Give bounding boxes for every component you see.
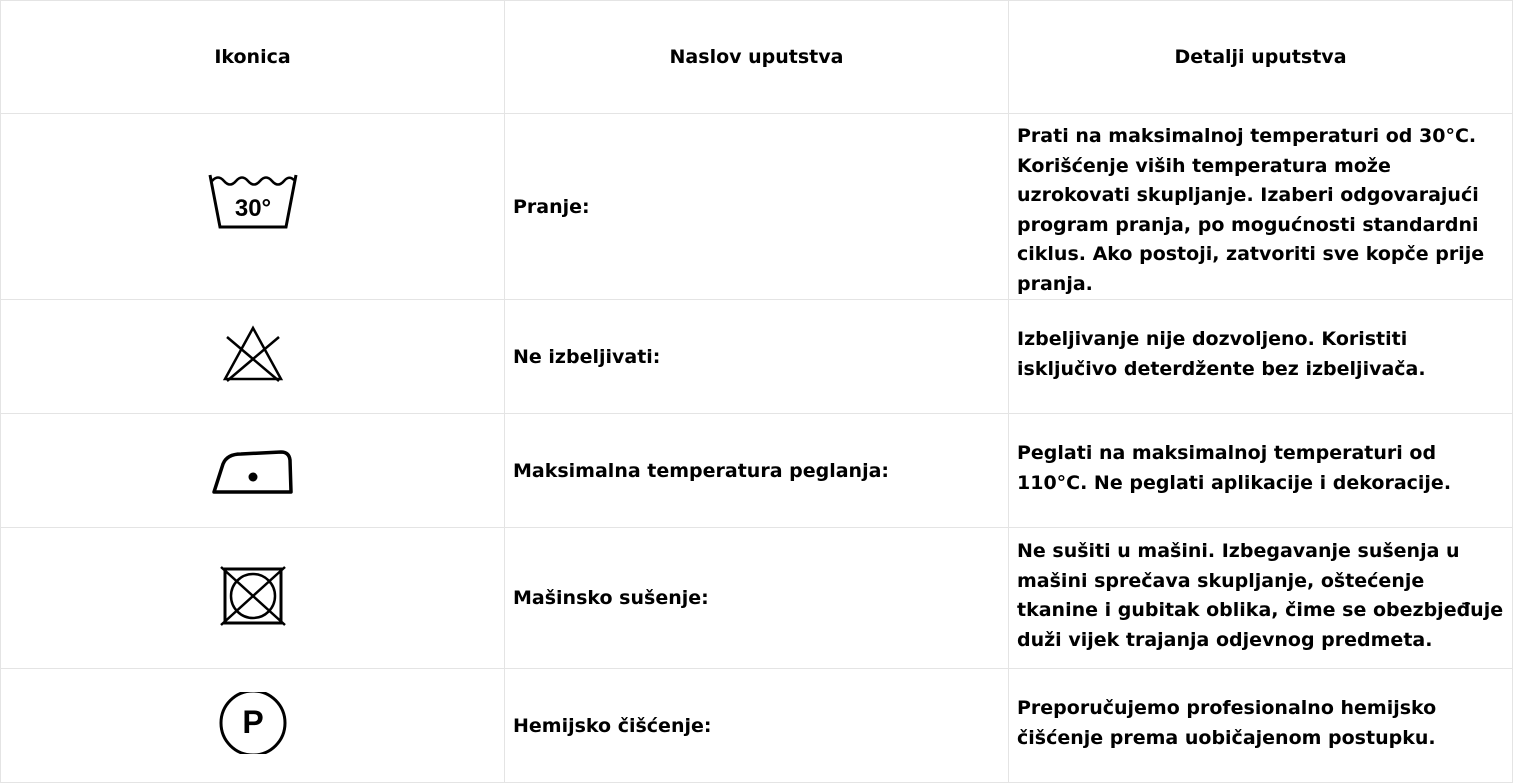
header-detail: Detalji uputstva <box>1009 1 1513 114</box>
instruction-title: Mašinsko sušenje: <box>505 528 1009 669</box>
wash-temperature-label: 30° <box>234 195 271 222</box>
header-title: Naslov uputstva <box>505 1 1009 114</box>
table-row <box>1 114 1513 300</box>
icon-cell <box>1 300 505 414</box>
no-bleach-icon <box>221 325 285 383</box>
table-header-row <box>1 1 1513 114</box>
dry-clean-p-icon <box>218 692 288 754</box>
instruction-title: Hemijsko čišćenje: <box>505 669 1009 783</box>
icon-cell <box>1 114 505 300</box>
icon-cell <box>1 669 505 783</box>
table-row <box>1 300 1513 414</box>
table-row <box>1 414 1513 528</box>
icon-cell <box>1 528 505 669</box>
dry-clean-letter: P <box>241 704 264 740</box>
table-row <box>1 669 1513 783</box>
no-tumble-dry-icon <box>217 565 289 627</box>
instruction-detail: Ne sušiti u mašini. Izbegavanje sušenja u mašini sprečava skupljanje, oštećenje tkanine i gubitak oblika, čime se obezbjeđuje duži vijek trajanja odjevnog predmeta. <box>1009 528 1513 669</box>
instruction-detail: Preporučujemo profesionalno hemijsko čišćenje prema uobičajenom postupku. <box>1009 669 1513 783</box>
instruction-detail: Izbeljivanje nije dozvoljeno. Koristiti isključivo deterdžente bez izbeljivača. <box>1009 300 1513 414</box>
instruction-title: Pranje: <box>505 114 1009 300</box>
instruction-title: Maksimalna temperatura peglanja: <box>505 414 1009 528</box>
header-icon: Ikonica <box>1 1 505 114</box>
icon-cell <box>1 414 505 528</box>
iron-one-dot-icon <box>211 440 295 496</box>
table-row <box>1 528 1513 669</box>
wash-30-icon <box>207 169 299 239</box>
instruction-title: Ne izbeljivati: <box>505 300 1009 414</box>
instruction-detail: Prati na maksimalnoj temperaturi od 30°C. Korišćenje viših temperatura može uzrokovati skupljanje. Izaberi odgovarajući program pranja, po mogućnosti standardni ciklus. Ako postoji, zatvoriti sve kopče prije pranja. <box>1009 114 1513 300</box>
instruction-detail: Peglati na maksimalnoj temperaturi od 110°C. Ne peglati aplikacije i dekoracije. <box>1009 414 1513 528</box>
